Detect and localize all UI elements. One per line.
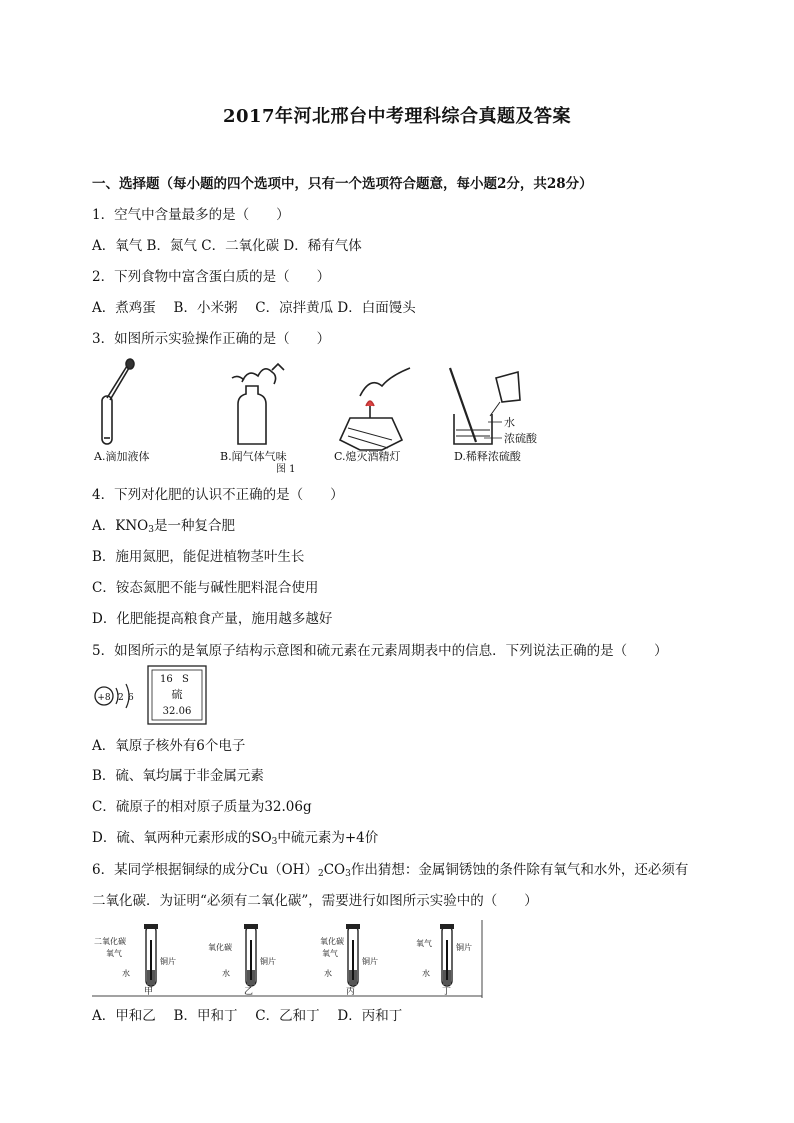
svg-text:乙: 乙 <box>244 987 254 997</box>
svg-text:二氧化碳: 二氧化碳 <box>94 937 126 946</box>
svg-text:水: 水 <box>422 969 430 978</box>
svg-text:氧气: 氧气 <box>106 949 122 958</box>
section-heading: 一、选择题（每小题的四个选项中，只有一个选项符合题意，每小题2分，共28分） <box>92 176 593 192</box>
q3-stem: 3．如图所示实验操作正确的是（ ） <box>92 331 331 347</box>
svg-text:2: 2 <box>118 693 124 703</box>
oxygen-atom-diagram <box>95 684 134 708</box>
page-title: 2017年河北邢台中考理科综合真题及答案 <box>222 106 572 127</box>
svg-text:水: 水 <box>222 969 230 978</box>
test-tube-yi <box>208 924 276 997</box>
fig-label-b: B.闻气体气味 <box>220 450 287 463</box>
dropper-test-tube-illustration <box>102 359 134 444</box>
fig-label-d: D.稀释浓硫酸 <box>454 450 521 463</box>
fig-label-c: C.熄灭酒精灯 <box>334 450 401 463</box>
svg-text:32.06: 32.06 <box>162 706 192 717</box>
svg-text:氧气: 氧气 <box>416 939 432 948</box>
q4-stem: 4．下列对化肥的认识不正确的是（ ） <box>92 487 344 503</box>
q3-figure <box>92 358 557 474</box>
q6-options: A．甲和乙 B．甲和丁 C．乙和丁 D．丙和丁 <box>92 1008 403 1024</box>
svg-text:氧气: 氧气 <box>322 949 338 958</box>
svg-text:水: 水 <box>122 969 130 978</box>
q6-figure <box>92 920 484 998</box>
svg-text:铜片: 铜片 <box>362 957 378 966</box>
q5-stem: 5．如图所示的是氧原子结构示意图和硫元素在元素周期表中的信息．下列说法正确的是（ ） <box>92 643 668 659</box>
gas-bottle-illustration <box>232 364 284 444</box>
test-tube-bing <box>320 924 378 997</box>
q4-option-a: A．$KNO_3$是一种复合肥 <box>92 518 235 535</box>
svg-text:6: 6 <box>128 693 134 703</box>
q4-option-b: B．施用氮肥，能促进植物茎叶生长 <box>92 549 305 565</box>
q5-option-c: C．硫原子的相对原子质量为32.06g <box>92 799 312 815</box>
q4-option-d: D．化肥能提高粮食产量，施用越多越好 <box>92 611 333 627</box>
test-tube-ding <box>416 924 472 997</box>
svg-text:+8: +8 <box>97 693 111 703</box>
svg-text:16: 16 <box>160 674 173 685</box>
svg-text:丁: 丁 <box>442 987 452 997</box>
svg-text:铜片: 铜片 <box>260 957 276 966</box>
svg-text:S: S <box>182 674 189 685</box>
svg-text:水: 水 <box>324 969 332 978</box>
q5-option-a: A．氧原子核外有6个电子 <box>92 738 246 754</box>
q1-options: A．氧气 B．氮气 C．二氧化碳 D．稀有气体 <box>92 238 362 254</box>
alcohol-lamp-illustration <box>340 368 410 450</box>
figure-caption: 图 1 <box>276 464 296 474</box>
q6-stem-line1: 6．某同学根据铜绿的成分$Cu(OH)_2CO_3$作出猜想：金属铜锈蚀的条件除有氧气和水外，还必须有 <box>92 862 689 879</box>
svg-text:铜片: 铜片 <box>160 957 176 966</box>
q5-option-b: B．硫、氧均属于非金属元素 <box>92 768 264 784</box>
svg-text:铜片: 铜片 <box>456 943 472 952</box>
q4-option-c: C．铵态氮肥不能与碱性肥料混合使用 <box>92 580 319 596</box>
q5-option-d: D．硫、氧两种元素形成的$SO_3$中硫元素为+4价 <box>92 830 379 847</box>
water-label: 水 <box>504 416 515 429</box>
q2-options: A．煮鸡蛋 B．小米粥 C．凉拌黄瓜 D．白面馒头 <box>92 300 416 316</box>
q5-figure <box>92 664 212 730</box>
svg-text:丙: 丙 <box>346 987 356 997</box>
sulfur-element-cell <box>148 666 206 724</box>
svg-text:硫: 硫 <box>171 688 183 701</box>
q2-stem: 2．下列食物中富含蛋白质的是（ ） <box>92 269 331 285</box>
test-tube-jia <box>94 924 176 997</box>
q6-stem-line2: 二氧化碳．为证明“必须有二氧化碳”，需要进行如图所示实验中的（ ） <box>92 893 538 909</box>
svg-text:氧化碳: 氧化碳 <box>208 943 232 952</box>
svg-text:甲: 甲 <box>144 987 154 997</box>
acid-label: 浓硫酸 <box>504 432 537 445</box>
q1-stem: 1．空气中含量最多的是（ ） <box>92 207 290 223</box>
fig-label-a: A.滴加液体 <box>94 450 150 463</box>
svg-text:氧化碳: 氧化碳 <box>320 937 344 946</box>
